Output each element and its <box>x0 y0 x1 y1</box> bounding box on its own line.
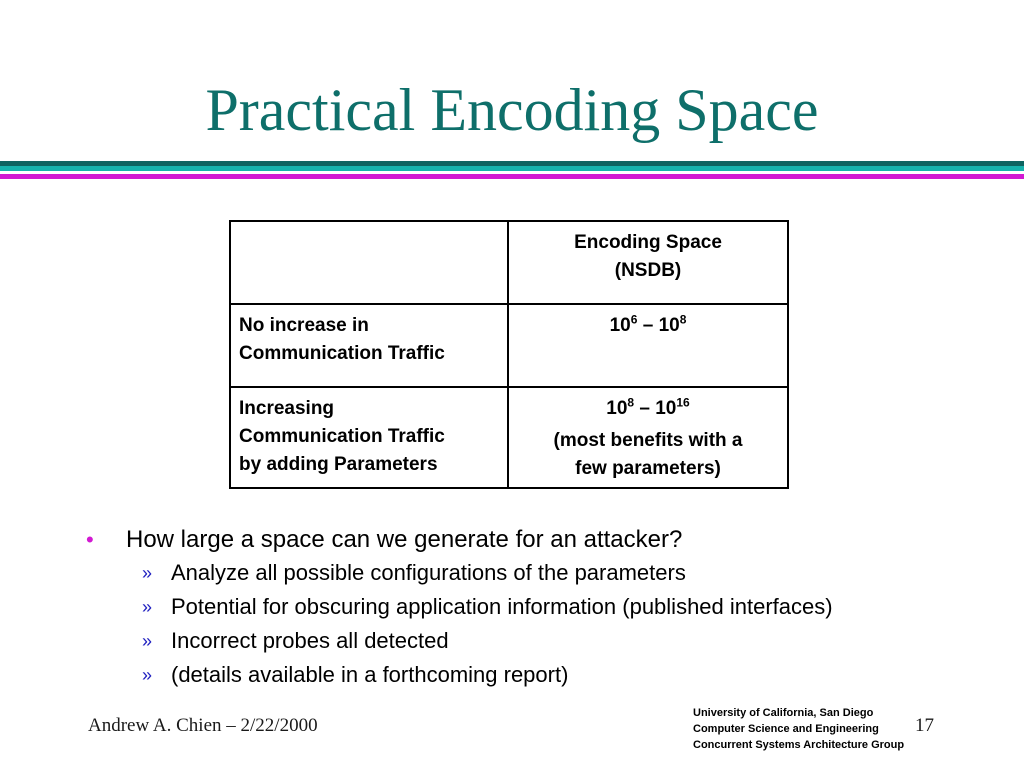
sub-bullet-marker: » <box>142 665 153 685</box>
row-label-line: Communication Traffic <box>239 343 445 364</box>
sub-bullet-marker: » <box>142 597 153 617</box>
note-line: few parameters) <box>575 458 721 479</box>
range-base: 10 <box>606 398 628 419</box>
footer-org-line: University of California, San Diego <box>693 707 874 719</box>
footer-organization <box>693 705 904 753</box>
slide-title: Practical Encoding Space <box>205 77 819 143</box>
sub-bullet-text: Potential for obscuring application information (published interfaces) <box>171 594 833 619</box>
range-value <box>517 312 779 340</box>
sub-bullet-marker: » <box>142 563 153 583</box>
row-label-line: Increasing <box>239 398 335 419</box>
range-base: 10 <box>609 315 631 336</box>
range-exponent: 16 <box>676 395 690 410</box>
note-line: (most benefits with a <box>553 430 743 451</box>
range-separator: – <box>637 315 659 336</box>
page-number: 17 <box>915 715 934 736</box>
row-label-line: by adding Parameters <box>239 454 438 475</box>
bullet-text: How large a space can we generate for an attacker? <box>126 526 683 553</box>
range-note <box>517 427 779 483</box>
sub-bullet-text: (details available in a forthcoming report) <box>171 662 569 687</box>
row-label-increasing <box>230 387 508 488</box>
footer-org-line: Computer Science and Engineering <box>693 723 879 735</box>
row-label-no-increase <box>230 304 508 387</box>
title-rule-magenta <box>0 174 1024 179</box>
bullet-item <box>86 523 846 557</box>
range-base: 10 <box>658 315 680 336</box>
row-label-line: No increase in <box>239 315 369 336</box>
range-base: 10 <box>655 398 677 419</box>
range-exponent: 8 <box>627 395 635 410</box>
row-value-no-increase <box>508 304 788 387</box>
row-value-increasing <box>508 387 788 488</box>
footer-author: Andrew A. Chien – 2/22/2000 <box>88 715 318 736</box>
sub-bullet-item <box>86 661 846 689</box>
table-row <box>230 387 788 488</box>
table-header-row <box>230 221 788 304</box>
header-line: (NSDB) <box>614 260 682 281</box>
range-value <box>517 395 779 423</box>
range-exponent: 6 <box>630 312 638 327</box>
range-separator: – <box>634 398 656 419</box>
sub-bullet-list <box>86 559 846 689</box>
range-exponent: 8 <box>679 312 687 327</box>
row-label-line: Communication Traffic <box>239 426 445 447</box>
sub-bullet-marker: » <box>142 631 153 651</box>
sub-bullet-text: Analyze all possible configurations of the parameters <box>171 560 686 585</box>
bullet-list <box>86 523 846 695</box>
table-corner-cell <box>230 221 508 304</box>
table-header-encoding-space <box>508 221 788 304</box>
footer-org-line: Concurrent Systems Architecture Group <box>693 739 905 751</box>
sub-bullet-item <box>86 559 846 587</box>
header-line: Encoding Space <box>574 232 722 253</box>
table-row <box>230 304 788 387</box>
bullet-marker: • <box>86 527 94 552</box>
sub-bullet-item <box>86 593 846 621</box>
sub-bullet-item <box>86 627 846 655</box>
sub-bullet-text: Incorrect probes all detected <box>171 628 449 653</box>
encoding-space-table <box>229 220 789 489</box>
